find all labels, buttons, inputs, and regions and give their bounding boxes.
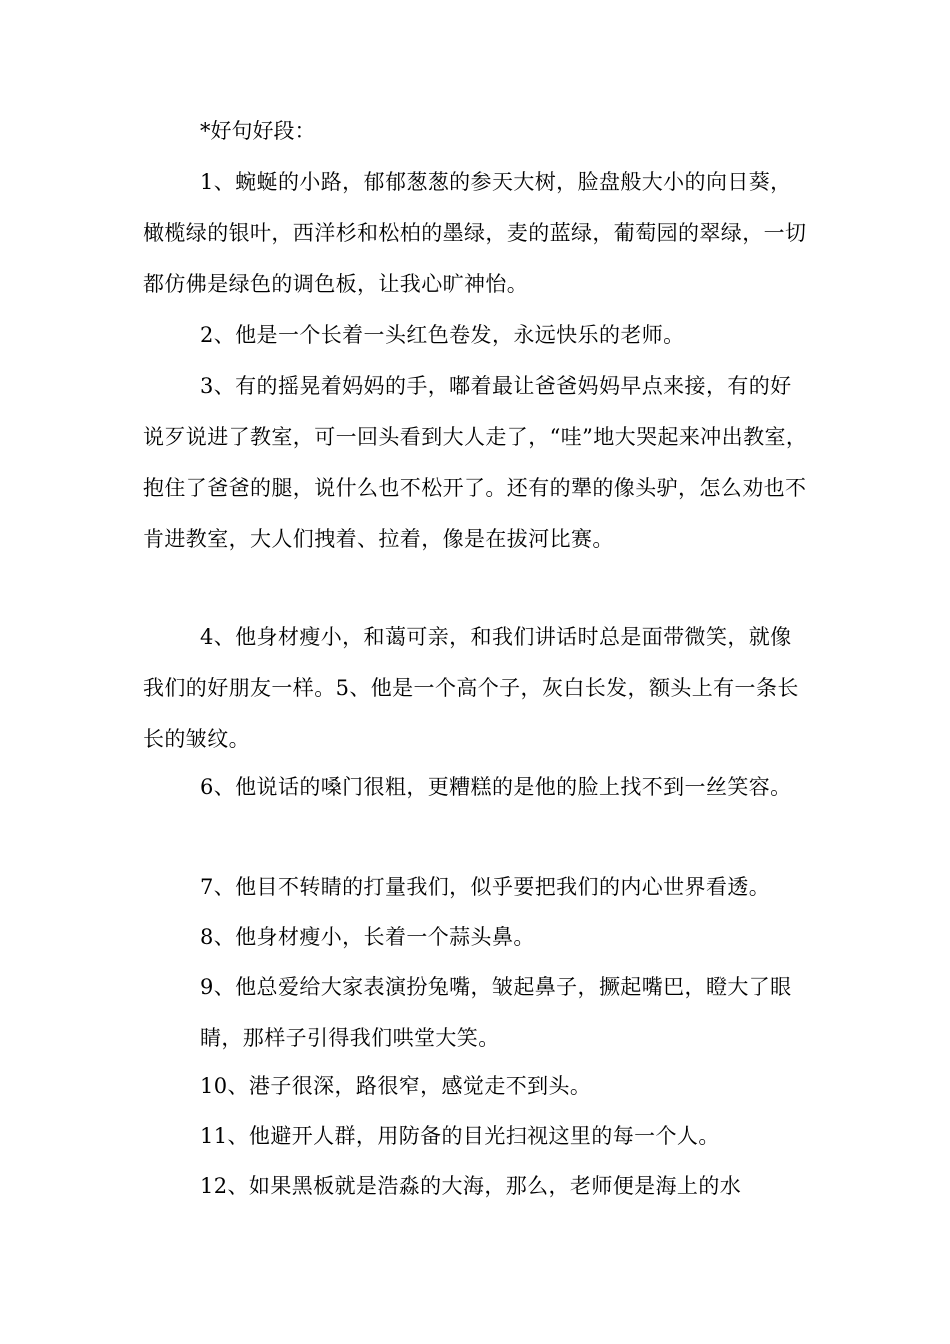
- paragraph-3: 3、有的摇晃着妈妈的手，嘟着最让爸爸妈妈早点来接，有的好说歹说进了教室，可一回头看到大人走了，“哇”地大哭起来冲出教室，抱住了爸爸的腿，说什么也不松开了。还有的犟的像头驴，怎么劝也不肯进教室，大人们拽着、拉着，像是在拔河比赛。: [143, 374, 808, 551]
- paragraph-7: 7、他目不转睛的打量我们，似乎要把我们的内心世界看透。: [200, 875, 771, 899]
- paragraph-10: 10、港子很深，路很窄，感觉走不到头。: [200, 1074, 592, 1098]
- paragraph-6: 6、他说话的嗓门很粗，更糟糕的是他的脸上找不到一丝笑容。: [200, 775, 792, 799]
- section-heading: *好句好段：: [200, 119, 316, 143]
- paragraph-12: 12、如果黑板就是浩淼的大海，那么，老师便是海上的水: [200, 1174, 742, 1198]
- paragraph-9: 9、他总爱给大家表演扮兔嘴，皱起鼻子，撅起嘴巴，瞪大了眼睛，那样子引得我们哄堂大笑。: [200, 975, 792, 1050]
- paragraph-1: 1、蜿蜒的小路，郁郁葱葱的参天大树，脸盘般大小的向日葵，橄榄绿的银叶，西洋杉和松柏的墨绿，麦的蓝绿，葡萄园的翠绿，一切都仿佛是绿色的调色板，让我心旷神怡。: [143, 170, 807, 296]
- paragraph-4: 4、他身材瘦小，和蔼可亲，和我们讲话时总是面带微笑，就像我们的好朋友一样。5、他是一个高个子，灰白长发，额头上有一条长长的皱纹。: [143, 625, 799, 751]
- paragraph-11: 11、他避开人群，用防备的目光扫视这里的每一个人。: [200, 1124, 720, 1148]
- paragraph-2: 2、他是一个长着一头红色卷发，永远快乐的老师。: [200, 323, 685, 347]
- paragraph-8: 8、他身材瘦小，长着一个蒜头鼻。: [200, 925, 535, 949]
